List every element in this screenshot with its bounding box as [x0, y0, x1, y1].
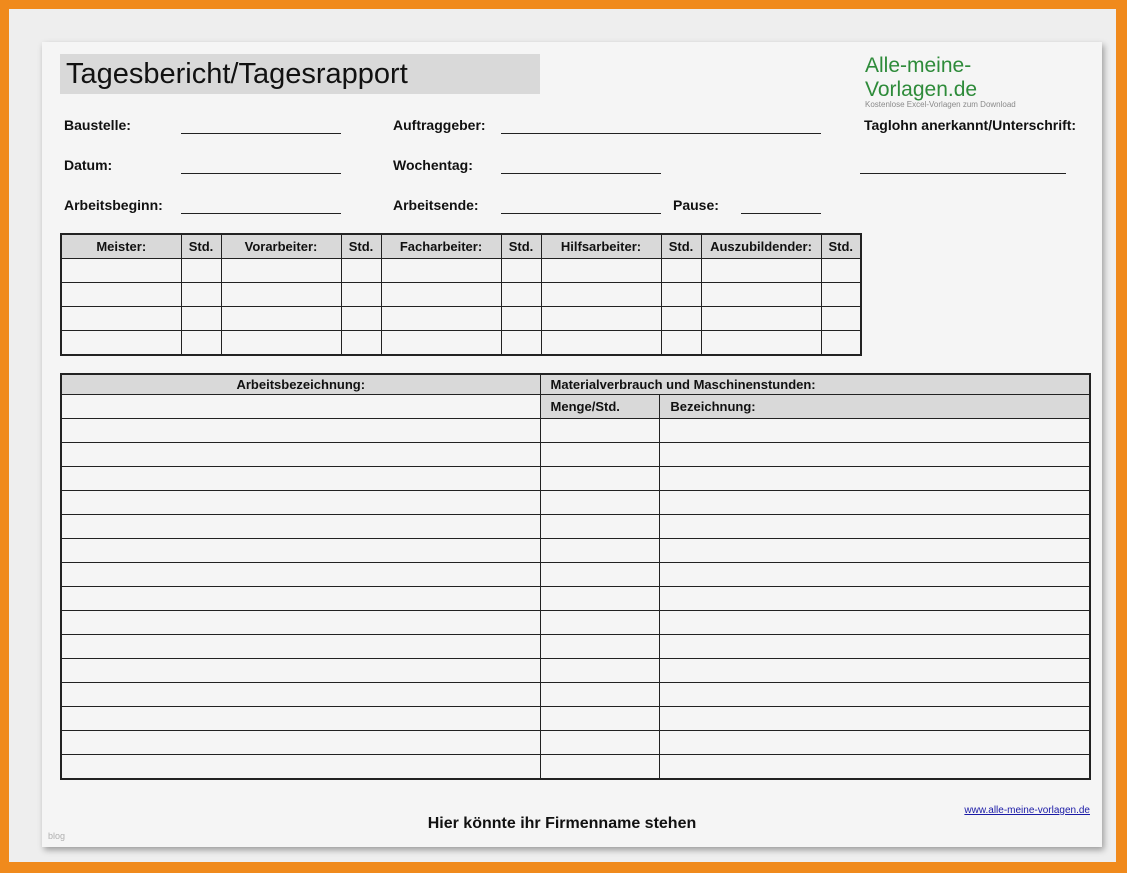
table-cell[interactable] [61, 707, 540, 731]
table-row [61, 307, 861, 331]
col-std: Std. [501, 234, 541, 259]
table-cell[interactable] [341, 283, 381, 307]
watermark: blog [48, 831, 66, 841]
col-materialverbrauch: Materialverbrauch und Maschinenstunden: [540, 374, 1090, 395]
col-std: Std. [181, 234, 221, 259]
table-cell[interactable] [381, 283, 501, 307]
table-cell[interactable] [61, 283, 181, 307]
table-cell[interactable] [61, 755, 540, 780]
table-cell[interactable] [660, 707, 1090, 731]
field-arbeitsbeginn[interactable] [181, 213, 341, 214]
table-cell[interactable] [501, 331, 541, 356]
table-cell[interactable] [540, 707, 660, 731]
work-subheader-row [61, 395, 1090, 419]
table-cell[interactable] [540, 443, 660, 467]
table-cell[interactable] [701, 283, 821, 307]
table-cell[interactable] [701, 259, 821, 283]
table-row [61, 659, 1090, 683]
label-wochentag: Wochentag: [393, 157, 473, 173]
table-row [61, 635, 1090, 659]
field-unterschrift[interactable] [860, 173, 1066, 174]
table-row [61, 467, 1090, 491]
label-auftraggeber: Auftraggeber: [393, 117, 486, 133]
table-cell[interactable] [181, 331, 221, 356]
table-row [61, 539, 1090, 563]
table-cell[interactable] [660, 563, 1090, 587]
table-cell[interactable] [541, 307, 661, 331]
table-row [61, 611, 1090, 635]
table-cell[interactable] [341, 331, 381, 356]
table-cell[interactable] [540, 587, 660, 611]
table-cell[interactable] [221, 331, 341, 356]
col-arbeitsbezeichnung: Arbeitsbezeichnung: [61, 374, 540, 395]
col-hilfsarbeiter: Hilfsarbeiter: [541, 234, 661, 259]
table-cell[interactable] [341, 259, 381, 283]
field-datum[interactable] [181, 173, 341, 174]
table-cell[interactable] [661, 307, 701, 331]
label-arbeitsende: Arbeitsende: [393, 197, 479, 213]
page-title: Tagesbericht/Tagesrapport [66, 58, 408, 90]
table-cell[interactable] [61, 539, 540, 563]
table-row [61, 587, 1090, 611]
table-cell[interactable] [501, 283, 541, 307]
field-baustelle[interactable] [181, 133, 341, 134]
table-cell[interactable] [540, 755, 660, 780]
table-cell[interactable] [61, 611, 540, 635]
table-cell[interactable] [661, 259, 701, 283]
table-cell[interactable] [660, 419, 1090, 443]
table-cell[interactable] [61, 491, 540, 515]
col-vorarbeiter: Vorarbeiter: [221, 234, 341, 259]
table-cell[interactable] [181, 259, 221, 283]
table-row [61, 515, 1090, 539]
work-header-row [61, 374, 1090, 395]
table-cell[interactable] [61, 659, 540, 683]
table-cell[interactable] [540, 419, 660, 443]
label-taglohn: Taglohn anerkannt/Unterschrift: [864, 117, 1077, 133]
report-sheet [42, 42, 1102, 847]
table-cell[interactable] [701, 331, 821, 356]
col-std: Std. [821, 234, 861, 259]
table-cell[interactable] [540, 467, 660, 491]
table-cell[interactable] [540, 659, 660, 683]
table-cell[interactable] [61, 419, 540, 443]
table-cell[interactable] [660, 467, 1090, 491]
table-cell[interactable] [540, 491, 660, 515]
work-table [60, 373, 1091, 780]
table-cell[interactable] [61, 395, 540, 419]
table-cell[interactable] [660, 587, 1090, 611]
table-row [61, 563, 1090, 587]
table-cell[interactable] [61, 515, 540, 539]
table-cell[interactable] [61, 563, 540, 587]
table-cell[interactable] [540, 683, 660, 707]
table-row [61, 283, 861, 307]
table-cell[interactable] [341, 307, 381, 331]
table-cell[interactable] [661, 283, 701, 307]
table-cell[interactable] [541, 283, 661, 307]
table-cell[interactable] [821, 307, 861, 331]
table-cell[interactable] [660, 755, 1090, 780]
col-std: Std. [661, 234, 701, 259]
table-cell[interactable] [540, 731, 660, 755]
table-row [61, 259, 861, 283]
table-cell[interactable] [221, 259, 341, 283]
company-name-placeholder: Hier könnte ihr Firmenname stehen [427, 815, 697, 832]
table-cell[interactable] [221, 283, 341, 307]
table-cell[interactable] [661, 331, 701, 356]
col-auszubildender: Auszubildender: [701, 234, 821, 259]
table-cell[interactable] [660, 539, 1090, 563]
table-cell[interactable] [181, 307, 221, 331]
table-cell[interactable] [660, 491, 1090, 515]
table-cell[interactable] [541, 259, 661, 283]
table-row [61, 491, 1090, 515]
table-cell[interactable] [61, 731, 540, 755]
table-cell[interactable] [61, 259, 181, 283]
table-cell[interactable] [61, 307, 181, 331]
table-row [61, 707, 1090, 731]
table-cell[interactable] [821, 259, 861, 283]
col-facharbeiter: Facharbeiter: [381, 234, 501, 259]
table-cell[interactable] [61, 635, 540, 659]
field-wochentag[interactable] [501, 173, 661, 174]
website-link[interactable]: www.alle-meine-vorlagen.de [964, 805, 1090, 816]
table-cell[interactable] [221, 307, 341, 331]
table-cell[interactable] [381, 307, 501, 331]
table-cell[interactable] [540, 539, 660, 563]
table-cell[interactable] [61, 683, 540, 707]
title-box [60, 54, 540, 94]
table-cell[interactable] [61, 467, 540, 491]
table-cell[interactable] [660, 443, 1090, 467]
table-cell[interactable] [540, 635, 660, 659]
field-pause[interactable] [741, 213, 821, 214]
table-cell[interactable] [821, 331, 861, 356]
table-cell[interactable] [61, 587, 540, 611]
label-arbeitsbeginn: Arbeitsbeginn: [64, 197, 163, 213]
table-cell[interactable] [381, 331, 501, 356]
field-arbeitsende[interactable] [501, 213, 661, 214]
table-cell[interactable] [660, 731, 1090, 755]
table-cell[interactable] [821, 283, 861, 307]
staff-header-row [61, 234, 861, 259]
brand-logo[interactable] [865, 54, 1080, 109]
table-row [61, 331, 861, 356]
table-cell[interactable] [381, 259, 501, 283]
table-row [61, 443, 1090, 467]
label-pause: Pause: [673, 197, 719, 213]
table-row [61, 731, 1090, 755]
col-std: Std. [341, 234, 381, 259]
table-cell[interactable] [61, 443, 540, 467]
table-cell[interactable] [540, 563, 660, 587]
table-cell[interactable] [540, 611, 660, 635]
outer-frame [9, 9, 1116, 862]
field-auftraggeber[interactable] [501, 133, 821, 134]
col-menge-std: Menge/Std. [540, 395, 660, 419]
table-cell[interactable] [541, 331, 661, 356]
table-cell[interactable] [501, 259, 541, 283]
col-meister: Meister: [61, 234, 181, 259]
table-cell[interactable] [660, 635, 1090, 659]
table-cell[interactable] [61, 331, 181, 356]
brand-name: Alle-meine-Vorlagen.de [865, 54, 978, 101]
table-row [61, 683, 1090, 707]
table-row [61, 419, 1090, 443]
staff-table [60, 233, 862, 356]
brand-tagline: Kostenlose Excel-Vorlagen zum Download [865, 100, 1016, 109]
table-cell[interactable] [660, 659, 1090, 683]
table-cell[interactable] [660, 683, 1090, 707]
col-bezeichnung: Bezeichnung: [660, 395, 1090, 419]
table-cell[interactable] [660, 515, 1090, 539]
label-baustelle: Baustelle: [64, 117, 131, 133]
table-cell[interactable] [540, 515, 660, 539]
label-datum: Datum: [64, 157, 113, 173]
table-cell[interactable] [701, 307, 821, 331]
table-cell[interactable] [660, 611, 1090, 635]
table-row [61, 755, 1090, 780]
table-cell[interactable] [501, 307, 541, 331]
table-cell[interactable] [181, 283, 221, 307]
